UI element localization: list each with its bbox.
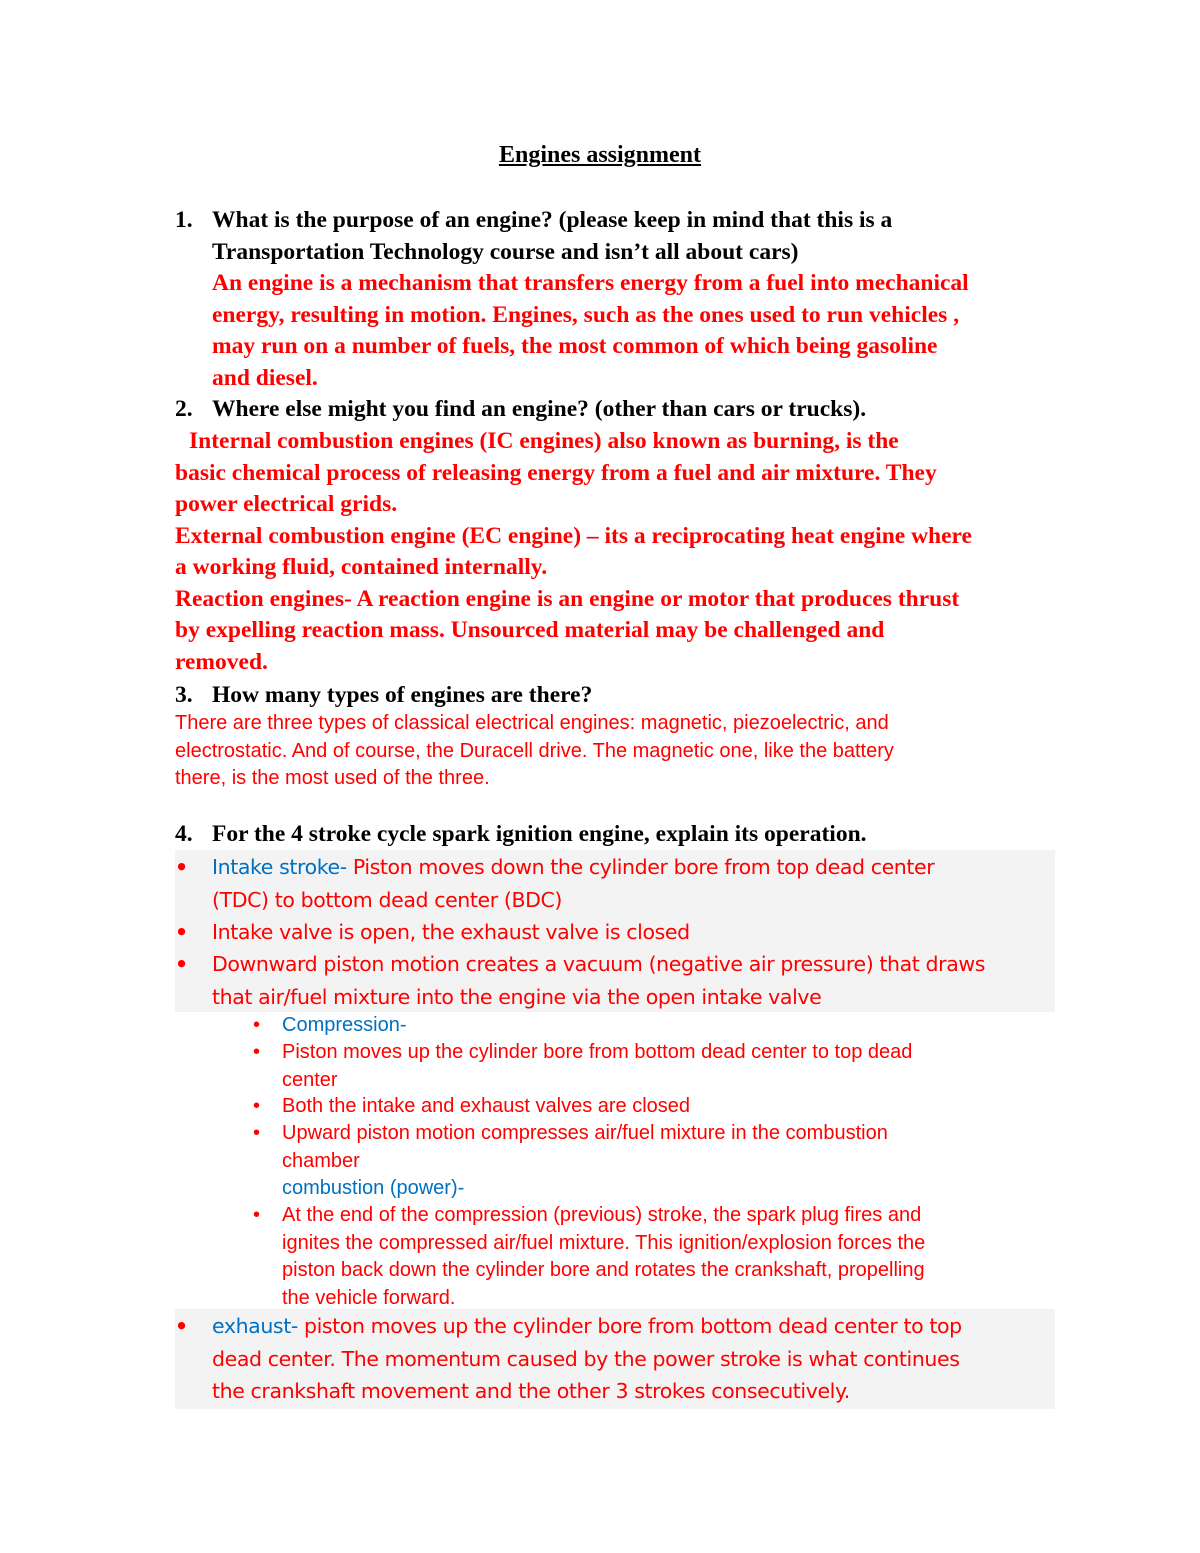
answer-line: and diesel. bbox=[212, 364, 318, 391]
bullet-line: Downward piston motion creates a vacuum (negative air pressure) that draws bbox=[212, 952, 986, 976]
subbullet-line: At the end of the compression (previous) stroke, the spark plug fires and bbox=[282, 1204, 922, 1226]
question-1 bbox=[175, 205, 1075, 265]
question-text bbox=[212, 205, 1032, 268]
answer-line: by expelling reaction mass. Unsourced material may be challenged and bbox=[175, 617, 885, 643]
bullet-icon: • bbox=[175, 920, 188, 944]
answer-line: removed. bbox=[175, 648, 268, 675]
answer-line: basic chemical process of releasing energy from a fuel and air mixture. They bbox=[175, 459, 937, 486]
bullet-icon: • bbox=[253, 1122, 261, 1144]
subbullet-line: the vehicle forward. bbox=[282, 1286, 456, 1309]
answer-line: An engine is a mechanism that transfers energy from a fuel into mechanical bbox=[212, 270, 969, 296]
answer-line: Internal combustion engines (IC engines) also known as burning, is the bbox=[189, 428, 899, 454]
question-text bbox=[212, 394, 1032, 426]
question-line: Where else might you find an engine? (other than cars or trucks). bbox=[212, 396, 867, 422]
subbullet-line: Piston moves up the cylinder bore from bottom dead center to top dead bbox=[282, 1041, 913, 1063]
bullet-text: Intake valve is open, the exhaust valve is closed bbox=[212, 920, 690, 944]
subbullet-line: ignites the compressed air/fuel mixture. This ignition/explosion forces the bbox=[282, 1231, 926, 1254]
bullet-icon: • bbox=[253, 1014, 261, 1036]
exhaust-line: dead center. The momentum caused by the power stroke is what continues bbox=[212, 1346, 960, 1371]
bullet-icon: • bbox=[175, 952, 188, 976]
intake-line: Piston moves down the cylinder bore from top dead center bbox=[346, 855, 935, 879]
bullet-icon: • bbox=[253, 1095, 261, 1117]
question-2 bbox=[175, 394, 1075, 426]
subbullet-text bbox=[282, 1039, 1052, 1094]
bullet-icon: • bbox=[175, 1314, 188, 1338]
answer-line: There are three types of classical electrical engines: magnetic, piezoelectric, and bbox=[175, 712, 889, 734]
bullet-text bbox=[212, 1310, 1062, 1408]
answer-line: energy, resulting in motion. Engines, such as the ones used to run vehicles , bbox=[212, 301, 960, 328]
answer-line: there, is the most used of the three. bbox=[175, 767, 490, 789]
bullet-text bbox=[212, 948, 1062, 1013]
bullet-line: that air/fuel mixture into the engine via the open intake valve bbox=[212, 984, 822, 1009]
question-text bbox=[212, 819, 1032, 851]
question-number: 1. bbox=[175, 207, 193, 233]
question-line: For the 4 stroke cycle spark ignition engine, explain its operation. bbox=[212, 821, 867, 847]
question-3 bbox=[175, 680, 1075, 712]
subbullet-text bbox=[282, 1202, 1052, 1312]
answer-1 bbox=[212, 268, 1072, 394]
answer-line: may run on a number of fuels, the most common of which being gasoline bbox=[212, 333, 938, 359]
answer-line: a working fluid, contained internally. bbox=[175, 554, 548, 580]
intake-label: Intake stroke- bbox=[212, 855, 347, 879]
subbullet-text: Both the intake and exhaust valves are closed bbox=[282, 1095, 691, 1117]
exhaust-line: the crankshaft movement and the other 3 strokes consecutively. bbox=[212, 1379, 850, 1403]
bullet-text bbox=[212, 851, 1062, 916]
bullet-icon: • bbox=[253, 1204, 261, 1226]
question-line: Transportation Technology course and isn’t all about cars) bbox=[212, 238, 799, 265]
subbullet-line: Upward piston motion compresses air/fuel mixture in the combustion bbox=[282, 1122, 888, 1144]
intake-line: (TDC) to bottom dead center (BDC) bbox=[212, 887, 563, 912]
question-line: What is the purpose of an engine? (please keep in mind that this is a bbox=[212, 207, 893, 233]
question-4 bbox=[175, 819, 1075, 851]
question-line: How many types of engines are there? bbox=[212, 682, 593, 708]
answer-line: electrostatic. And of course, the Duracell drive. The magnetic one, like the battery bbox=[175, 739, 894, 762]
subbullet-line: piston back down the cylinder bore and rotates the crankshaft, propelling bbox=[282, 1259, 925, 1281]
exhaust-line: piston moves up the cylinder bore from bottom dead center to top bbox=[297, 1314, 962, 1338]
answer-line: External combustion engine (EC engine) – its a reciprocating heat engine where bbox=[175, 522, 972, 549]
answer-line: power electrical grids. bbox=[175, 491, 398, 517]
bullet-icon: • bbox=[253, 1041, 261, 1063]
answer-line: Reaction engines- A reaction engine is an engine or motor that produces thrust bbox=[175, 585, 960, 612]
answer-3 bbox=[175, 710, 1075, 793]
question-text bbox=[212, 680, 1032, 712]
question-number: 4. bbox=[175, 821, 193, 847]
subbullet-line: chamber bbox=[282, 1149, 360, 1172]
question-number: 3. bbox=[175, 682, 193, 708]
combustion-label: combustion (power)- bbox=[282, 1177, 465, 1199]
subbullet-text: Compression- bbox=[282, 1014, 407, 1036]
subbullet-line: center bbox=[282, 1068, 338, 1091]
subbullet-text bbox=[282, 1120, 1052, 1203]
answer-2 bbox=[175, 426, 1075, 678]
exhaust-label: exhaust- bbox=[212, 1314, 298, 1338]
question-number: 2. bbox=[175, 396, 193, 422]
bullet-icon: • bbox=[175, 855, 188, 879]
document-title: Engines assignment bbox=[498, 142, 702, 168]
